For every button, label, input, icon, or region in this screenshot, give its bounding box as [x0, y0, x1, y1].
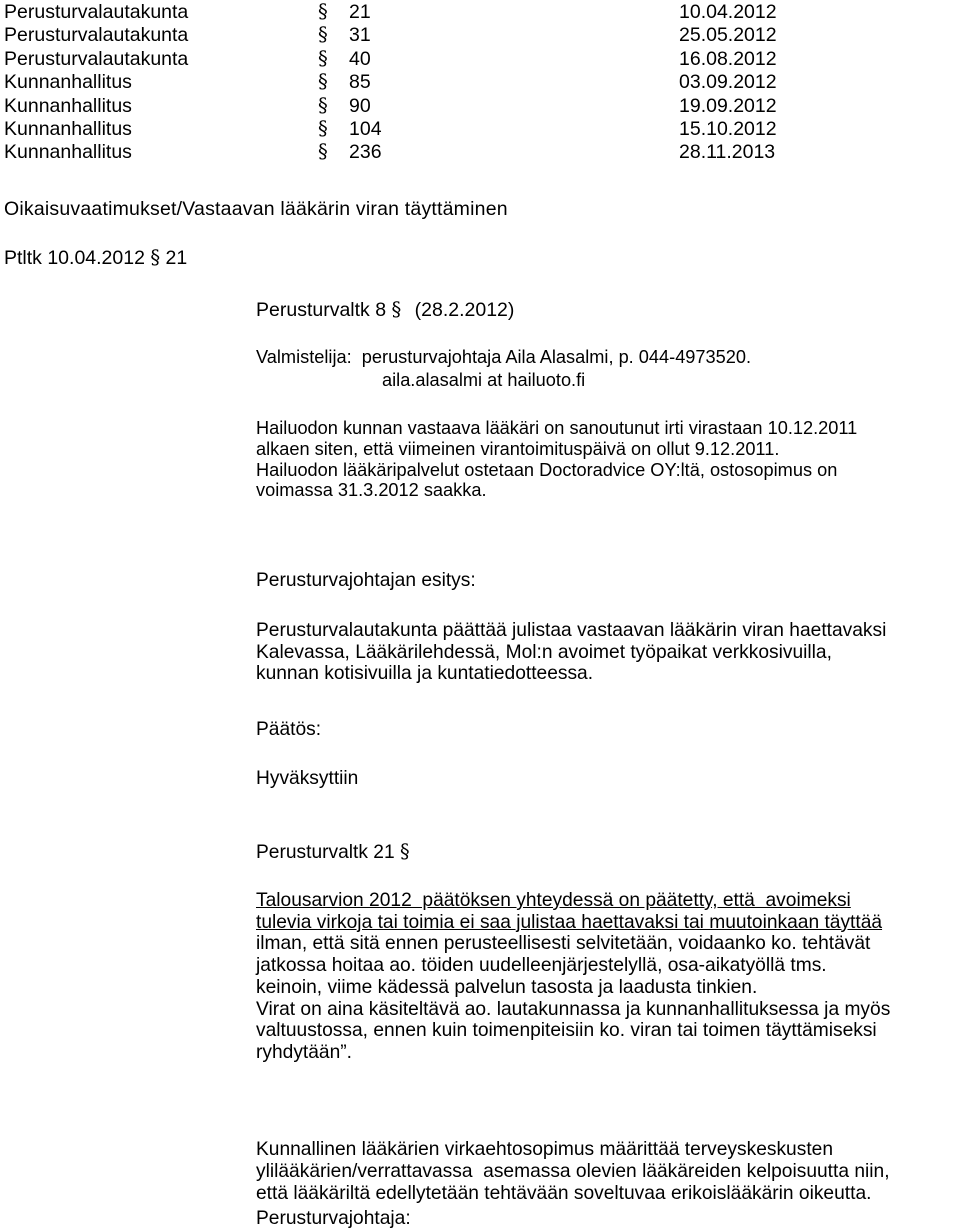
paragraph-line: Hailuodon lääkäripalvelut ostetaan Doctoradvice OY:ltä, ostosopimus on [256, 459, 838, 480]
paragraph-line: valtuustossa, ennen kuin toimenpiteisiin ko. viran tai toimen täyttämiseksi [256, 1020, 877, 1042]
paragraph-line: ilman, että sitä ennen perusteellisesti selvitetään, voidaanko ko. tehtävät [256, 933, 871, 955]
ptltk-number: 21 [165, 247, 188, 269]
meeting-section-number: 90 [349, 94, 371, 117]
paragraph-line: Perusturvalautakunta päättää julistaa vastaavan lääkärin viran haettavaksi [256, 620, 887, 641]
meeting-section-number: 85 [349, 71, 371, 94]
meeting-org: Kunnanhallitus [4, 71, 132, 94]
paragraph-line: kunnan kotisivuilla ja kuntatiedotteessa. [256, 663, 594, 685]
paragraph-line: Talousarvion 2012 päätöksen yhteydessä on päätetty, että avoimeksi [256, 890, 851, 911]
meeting-date: 15.10.2012 [679, 118, 777, 140]
perusturvaltk-21-label: Perusturvaltk 21 [256, 842, 395, 863]
esitys-paragraph [256, 620, 886, 685]
section-sign-icon: § [318, 0, 328, 23]
paragraph-line: jatkossa hoitaa ao. töiden uudelleenjärjestelyllä, osa-aikatyöllä tms. [256, 955, 827, 977]
hailuodon-paragraph [256, 418, 857, 501]
meeting-org: Perusturvalautakunta [4, 24, 189, 47]
ptltk-date: Ptltk 10.04.2012 [4, 247, 145, 269]
perusturvaltk-21-reference [256, 840, 410, 865]
section-sign-icon: § [318, 23, 328, 47]
paragraph-line: tulevia virkoja tai toimia ei saa julistaa haettavaksi tai muutoinkaan täyttää [256, 911, 883, 933]
meeting-row [0, 23, 960, 47]
meeting-org: Kunnanhallitus [4, 141, 132, 164]
perusturvajohtaja-label: Perusturvajohtaja: [256, 1208, 411, 1229]
meeting-section-number: 236 [349, 141, 382, 164]
meeting-row [0, 70, 960, 94]
meeting-section-number: 40 [349, 47, 371, 70]
paragraph-line: alkaen siten, että viimeinen virantoimituspäivä on ollut 9.12.2011. [256, 438, 780, 459]
meeting-row [0, 47, 960, 71]
esitys-label: Perusturvajohtajan esitys: [256, 570, 476, 591]
meeting-org: Perusturvalautakunta [4, 47, 189, 70]
paragraph-line: Kunnallinen lääkärien virkaehtosopimus määrittää terveyskeskusten [256, 1139, 833, 1160]
meeting-org: Perusturvalautakunta [4, 1, 189, 23]
section-sign-icon: § [391, 298, 402, 321]
perusturvaltk-8-date: (28.2.2012) [414, 299, 515, 321]
meeting-row [0, 94, 960, 118]
paatos-value: Hyväksyttiin [256, 768, 359, 789]
paragraph-line: voimassa 31.3.2012 saakka. [256, 480, 487, 501]
section-sign-icon: § [318, 70, 328, 94]
talousarvio-paragraph [256, 890, 890, 1064]
meeting-row [0, 117, 960, 141]
meeting-row [0, 140, 960, 164]
valmistelija-line: Valmistelija: perusturvajohtaja Aila Alasalmi, p. 044-4973520. [256, 347, 752, 367]
meeting-date: 16.08.2012 [679, 47, 777, 70]
perusturvaltk-8-label: Perusturvaltk 8 [256, 299, 387, 321]
paragraph-line: keinoin, viime kädessä palvelun tasosta ja laadusta tinkien. [256, 976, 758, 998]
meeting-section-number: 31 [349, 24, 371, 47]
section-sign-icon: § [318, 46, 328, 70]
meeting-section-number: 21 [349, 1, 371, 23]
paragraph-line: että lääkäriltä edellytetään tehtävään soveltuvaa erikoislääkärin oikeutta. [256, 1183, 872, 1204]
meeting-org: Kunnanhallitus [4, 94, 132, 117]
section-sign-icon: § [150, 246, 161, 269]
paragraph-line: Virat on aina käsiteltävä ao. lautakunnassa ja kunnanhallituksessa ja myös [256, 998, 891, 1020]
meeting-row [0, 0, 960, 24]
paatos-label: Päätös: [256, 719, 322, 740]
meeting-date: 03.09.2012 [679, 71, 777, 94]
meeting-date: 28.11.2013 [679, 141, 776, 164]
paragraph-line: Kalevassa, Lääkärilehdessä, Mol:n avoimet työpaikat verkkosivuilla, [256, 641, 832, 663]
kunnallinen-paragraph [256, 1139, 890, 1205]
paragraph-line: ylilääkärien/verrattavassa asemassa olevien lääkäreiden kelpoisuutta niin, [256, 1161, 890, 1182]
paragraph-line: ryhdytään”. [256, 1041, 352, 1063]
meeting-date: 10.04.2012 [679, 1, 777, 23]
document-title: Oikaisuvaatimukset/Vastaavan lääkärin viran täyttäminen [4, 198, 508, 220]
section-sign-icon: § [318, 117, 328, 140]
meeting-date: 19.09.2012 [679, 94, 777, 117]
ptltk-reference [4, 246, 187, 270]
meeting-org: Kunnanhallitus [4, 118, 132, 140]
meeting-date: 25.05.2012 [679, 24, 777, 47]
meeting-section-number: 104 [349, 118, 382, 140]
section-sign-icon: § [318, 140, 328, 164]
section-sign-icon: § [318, 93, 328, 117]
valmistelija-email: aila.alasalmi at hailuoto.fi [382, 370, 586, 390]
perusturvaltk-8-reference [256, 298, 514, 322]
paragraph-line: Hailuodon kunnan vastaava lääkäri on sanoutunut irti virastaan 10.12.2011 [256, 418, 858, 438]
section-sign-icon: § [400, 840, 410, 863]
